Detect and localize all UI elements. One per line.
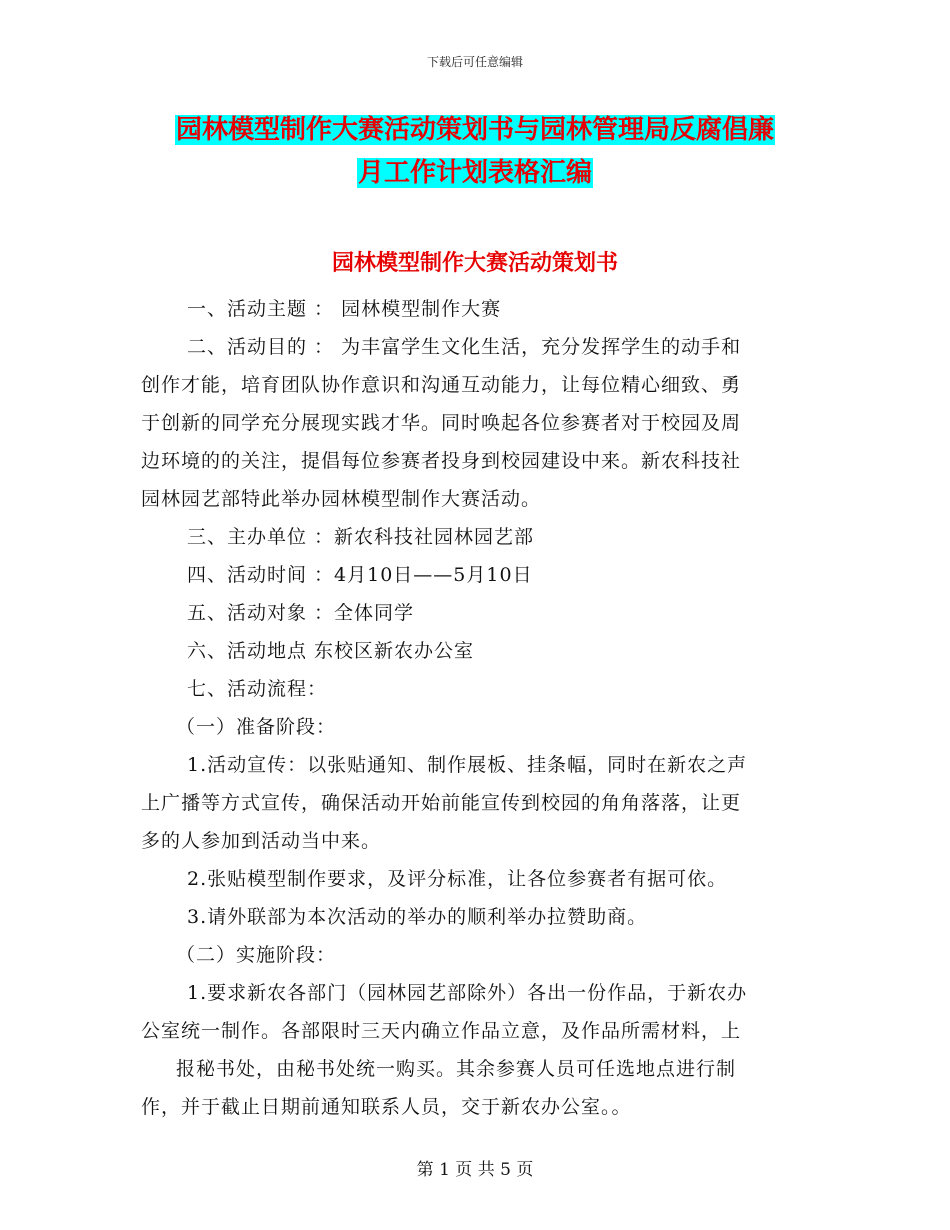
paragraph-line: 作，并于截止日期前通知联系人员，交于新农办公室。。 bbox=[141, 1096, 632, 1118]
paragraph-line: 上广播等方式宣传，确保活动开始前能宣传到校园的角角落落，让更 bbox=[141, 792, 742, 814]
paragraph-line: 三、主办单位 ：新农科技社园林园艺部 bbox=[187, 526, 535, 548]
paragraph-line: 2.张贴模型制作要求，及评分标准，让各位参赛者有据可依。 bbox=[187, 868, 728, 890]
paragraph-line: 边环境的的关注，提倡每位参赛者投身到校园建设中来。新农科技社 bbox=[141, 450, 742, 472]
paragraph-line: 一、活动主题 ： 园林模型制作大赛 bbox=[187, 298, 502, 320]
paragraph-line: 创作才能，培育团队协作意识和沟通互动能力，让每位精心细致、勇 bbox=[141, 374, 742, 396]
paragraph-line: 二、活动目的 ： 为丰富学生文化生活，充分发挥学生的动手和 bbox=[187, 336, 742, 358]
paragraph-line: 四、活动时间 ：4月10日——5月10日 bbox=[187, 564, 533, 586]
paragraph-line: 六、活动地点 东校区新农办公室 bbox=[187, 640, 475, 662]
document-title-line-2: 月工作计划表格汇编 bbox=[357, 158, 592, 188]
paragraph-line: 于创新的同学充分展现实践才华。同时唤起各位参赛者对于校园及周 bbox=[141, 412, 742, 434]
paragraph-line: 五、活动对象 ：全体同学 bbox=[187, 602, 415, 624]
paragraph-line: 七、活动流程： bbox=[187, 678, 328, 700]
header-note: 下载后可任意编辑 bbox=[426, 55, 523, 69]
paragraph-line: 1.活动宣传：以张贴通知、制作展板、挂条幅，同时在新农之声 bbox=[187, 754, 748, 776]
section-title: 园林模型制作大赛活动策划书 bbox=[331, 251, 618, 276]
paragraph-line: 多的人参加到活动当中来。 bbox=[141, 830, 382, 852]
paragraph-line: 园林园艺部特此举办园林模型制作大赛活动。 bbox=[141, 488, 542, 510]
paragraph-line: 公室统一制作。各部限时三天内确立作品立意，及作品所需材料，上 bbox=[141, 1020, 742, 1042]
page-footer: 第 1 页 共 5 页 bbox=[416, 1160, 534, 1180]
document-title-line-1: 园林模型制作大赛活动策划书与园林管理局反腐倡廉 bbox=[175, 115, 774, 145]
paragraph-line: （一）准备阶段： bbox=[176, 716, 337, 738]
paragraph-line: （二）实施阶段： bbox=[176, 944, 337, 966]
paragraph-line: 3.请外联部为本次活动的举办的顺利举办拉赞助商。 bbox=[187, 906, 648, 928]
paragraph-line: 报秘书处，由秘书处统一购买。其余参赛人员可任选地点进行制 bbox=[176, 1058, 737, 1080]
paragraph-line: 1.要求新农各部门（园林园艺部除外）各出一份作品，于新农办 bbox=[187, 982, 748, 1004]
